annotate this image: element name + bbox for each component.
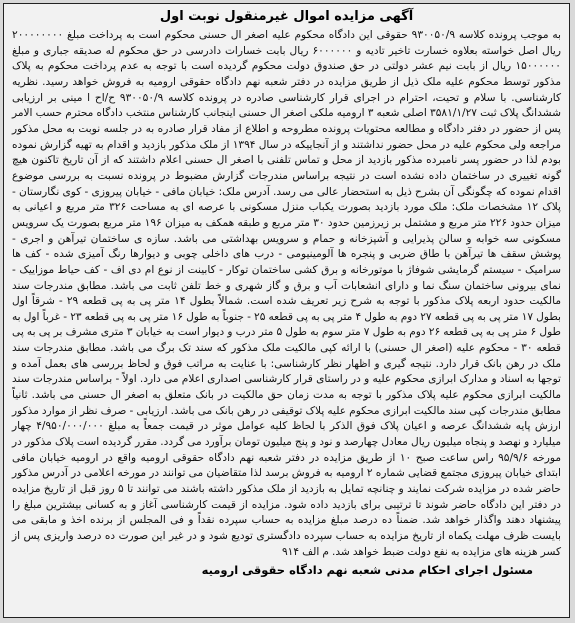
notice-clipping: [3, 3, 570, 618]
notice-title: آگهی مزایده اموال غیرمنقول نوبت اول: [159, 9, 414, 24]
notice-body: به موجب پرونده کلاسه ۹۳۰۰۵۰/۹ حقوقی این دادگاه محکوم علیه اصغر ال حسنی محکوم است به پرداخت مبلغ ۲۰۰۰۰۰۰۰۰ ریال اصل خواسته بعلاوه خسارت تاخیر تادیه و ۶۰۰۰۰۰۰ ریال بابت خسارات دادرسی در حق محکوم له صدیقه جباری و مبلغ ۱۵۰۰۰۰۰۰ ریال از بابت نیم عشر دولتی در حق صندوق دولت محکوم گردیده است با توجه به عدم پرداخت محکوم به پلاک مذکور توسط محکوم علیه ملک ذیل از طریق مزایده در دفتر شعبه نهم دادگاه حقوقی ارومیه به فروش خواهد رسید. نظریه کارشناسی. با سلام و تحیت، احترام در اجرای قرار کارشناسی صادره در پرونده کلاسه ۹۳۰۰۵۰/۹ ح/اح ا مینی بر ارزیابی ششدانگ پلاک ثبت ۳۵۸۱/۱/۲۷ اصلی شعبه ۳ ارومیه ملکی اصغر ال حسنی اینجانب کارشناس منتخب دادگاه محترم حسب الامر پس از حضور در دفتر دادگاه و مطالعه محتویات پرونده مطروحه و اطلاع از مفاد قرار صادره به در جلسه نوبت به محل مذکور مراجعه ولی محکوم علیه در محل حضور نداشتند و از آنجاییکه در سال ۱۳۹۴ از ملک مذکور بازدید و اقدام به تهیه گزارش نموده بودم لذا در حضور پسر نامبرده مذکور بازدید از محل و تماس تلفنی با اصغر ال حسنی اعلام داشتند که از آن تاریخ تاکنون هیچ گونه تغییری در ساختمان داده نشده است در نتیجه براساس مندرجات گزارش مضبوط در پرونده نسبت به بررسی موضوع اقدام نموده که چگونگی آن بشرح ذیل به استحضار عالی می رسد. آدرس ملک: خیابان مافی - خیابان پیروزی - کوی نگارستان - پلاک ۱۲ مشخصات ملک: ملک مورد بازدید بصورت یکباب منزل مسکونی با عرصه ای به مساحت ۳۲۶ متر مربع و اعیانی به میزان حدود ۲۲۶ متر مربع و مشتمل بر زیرزمین حدود ۳۰ متر مربع و طبقه همکف به میزان ۱۹۶ متر مربع بصورت یک سرویس مسکونی سه خوابه و سالن پذیرایی و آشپزخانه و حمام و سرویس بهداشتی می باشد. سازه ی ساختمان تیرآهن و اجری - پوشش سقف ها تیرآهن با طاق ضربی و پنجره ها آلومینیومی - درب های داخلی چوبی و دیوارها رنگ آمیزی شده - کف ها سرامیک - سیستم گرمایشی شوفاژ با موتورخانه و برق کشی ساختمان توکار - کابینت از نوع ام دی اف - کف حیاط موزاییک - نمای بیرونی ساختمان سنگ نما و دارای انشعابات آب و برق و گاز شهری و خط تلفن ثابت می باشد. مطابق مندرجات سند مالکیت حدود اربعه پلاک مذکور با توجه به شرح زیر تعریف شده است. شمالاً بطول ۱۴ متر پی به پی قطعه ۲۹ - شرقاً اول بطول ۱۷ متر پی به پی قطعه ۲۷ دوم به طول ۴ متر پی به پی قطعه ۲۵ - جنوباً به طول ۱۶ متر پی به پی قطعه ۲۳ - غرباً اول به طول ۶ متر پی به پی قطعه ۲۶ دوم به طول ۷ متر سوم به طول ۵ متر درب و دیوار است به خیابان ۳ متری مشرف بر پی به پی قطعه ۳۰ - محکوم علیه (اصغر ال حسنی) با ارائه کپی مالکیت ملک مذکور که سند تک برگ می باشد. مطابق مندرجات سند ملک در رهن بانک قرار دارد. نتیجه گیری و اظهار نظر کارشناسی: با عنایت به مراتب فوق و لحاظ بررسی های بعمل آمده و توجها به اسناد و مدارک ابرازی محکوم علیه و در راستای قرار کارشناسی اصداری اعلام می دارد. اولاً - براساس مندرجات سند مالکیت ابرازی محکوم علیه پلاک مذکور با توجه به مدت زمان حق مالکیت در بانک متعلق به اصغر ال حسنی می باشد. ثانیاً مطابق مندرجات کپی سند مالکیت ابرازی محکوم علیه پلاک توقیفی در رهن بانک می باشد. ارزیابی - صرف نظر از موارد مذکور ارزش پایه ششدانگ عرصه و اعیان پلاک فوق الذکر با لحاظ کلیه عوامل موثر در قیمت جمعاً به مبلغ ۴/۹۵۰/۰۰۰/۰۰۰ چهار میلیارد و نهصد و پنجاه میلیون ریال معادل چهارصد و نود و پنج میلیون تومان برآورد می گردد. مقرر گردیده است پلاک مذکور در مورخه ۹۵/۹/۶ راس ساعت صبح ۱۰ از طریق مزایده در دفتر شعبه نهم دادگاه حقوقی ارومیه واقع در ارومیه خیابان مافی ابتدای خیابان پیروزی مجتمع قضایی شماره ۲ ارومیه به فروش برسد لذا متقاضیان می توانند در مورخه اعلامی در آدرس مذکور حاضر شده در مزایده شرکت نمایند و چنانچه تمایل به بازدید از ملک مذکور داشته باشند می توانند تا ۵ روز قبل از تاریخ مزایده در دفتر این دادگاه حاضر شوند تا ترتیبی برای بازدید داده شود. مزایده از قیمت کارشناسی آغاز و به کسانی بیشترین مبلغ را پیشنهاد دهند واگذار خواهد شد. ضمناً ده درصد مبلغ مزایده به حساب سپرده نقداً و فی المجلس از برنده اخذ و مابقی می بایست ظرف مهلت یکماه از تاریخ مزایده به حساب سپرده دادگستری تودیع شود و در غیر این صورت ده درصد واریزی پس از کسر هزینه های مزایده به نفع دولت ضبط خواهد شد. م الف ۹۱۴: [12, 29, 562, 558]
notice-signature: مسئول اجرای احکام مدنی شعبه نهم دادگاه حقوقی ارومیه: [201, 563, 533, 578]
